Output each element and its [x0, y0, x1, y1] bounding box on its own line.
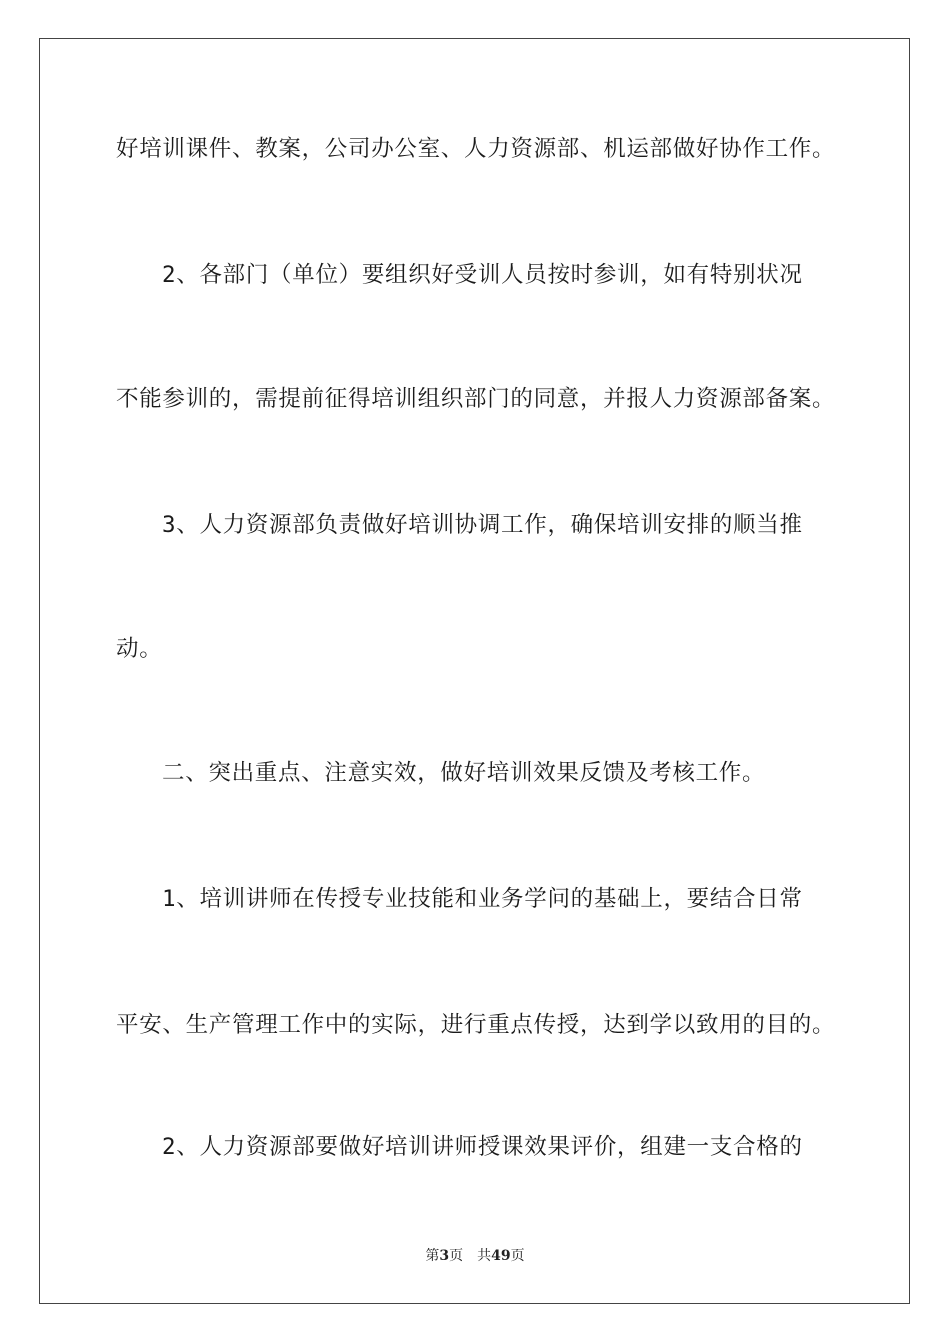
page-footer — [0, 1246, 950, 1266]
paragraph-line: 动。 — [116, 636, 163, 662]
page-prefix: 第 — [425, 1248, 440, 1264]
section-heading: 二、突出重点、注意实效，做好培训效果反馈及考核工作。 — [162, 760, 766, 786]
paragraph-line: 2、人力资源部要做好培训讲师授课效果评价，组建一支合格的 — [162, 1134, 803, 1160]
page-suffix: 页 — [449, 1248, 464, 1264]
paragraph-line: 3、人力资源部负责做好培训协调工作，确保培训安排的顺当推 — [162, 512, 803, 538]
paragraph-line: 1、培训讲师在传授专业技能和业务学问的基础上，要结合日常 — [162, 886, 803, 912]
total-pages: 49 — [491, 1248, 511, 1264]
paragraph-line: 平安、生产管理工作中的实际，进行重点传授，达到学以致用的目的。 — [116, 1012, 836, 1038]
total-suffix: 页 — [510, 1248, 525, 1264]
paragraph-line: 2、各部门（单位）要组织好受训人员按时参训，如有特别状况 — [162, 262, 803, 288]
paragraph-line: 好培训课件、教案，公司办公室、人力资源部、机运部做好协作工作。 — [116, 136, 836, 162]
page-number: 3 — [439, 1248, 450, 1264]
page-border — [39, 38, 910, 1304]
total-prefix: 共 — [477, 1248, 492, 1264]
paragraph-line: 不能参训的，需提前征得培训组织部门的同意，并报人力资源部备案。 — [116, 386, 836, 412]
